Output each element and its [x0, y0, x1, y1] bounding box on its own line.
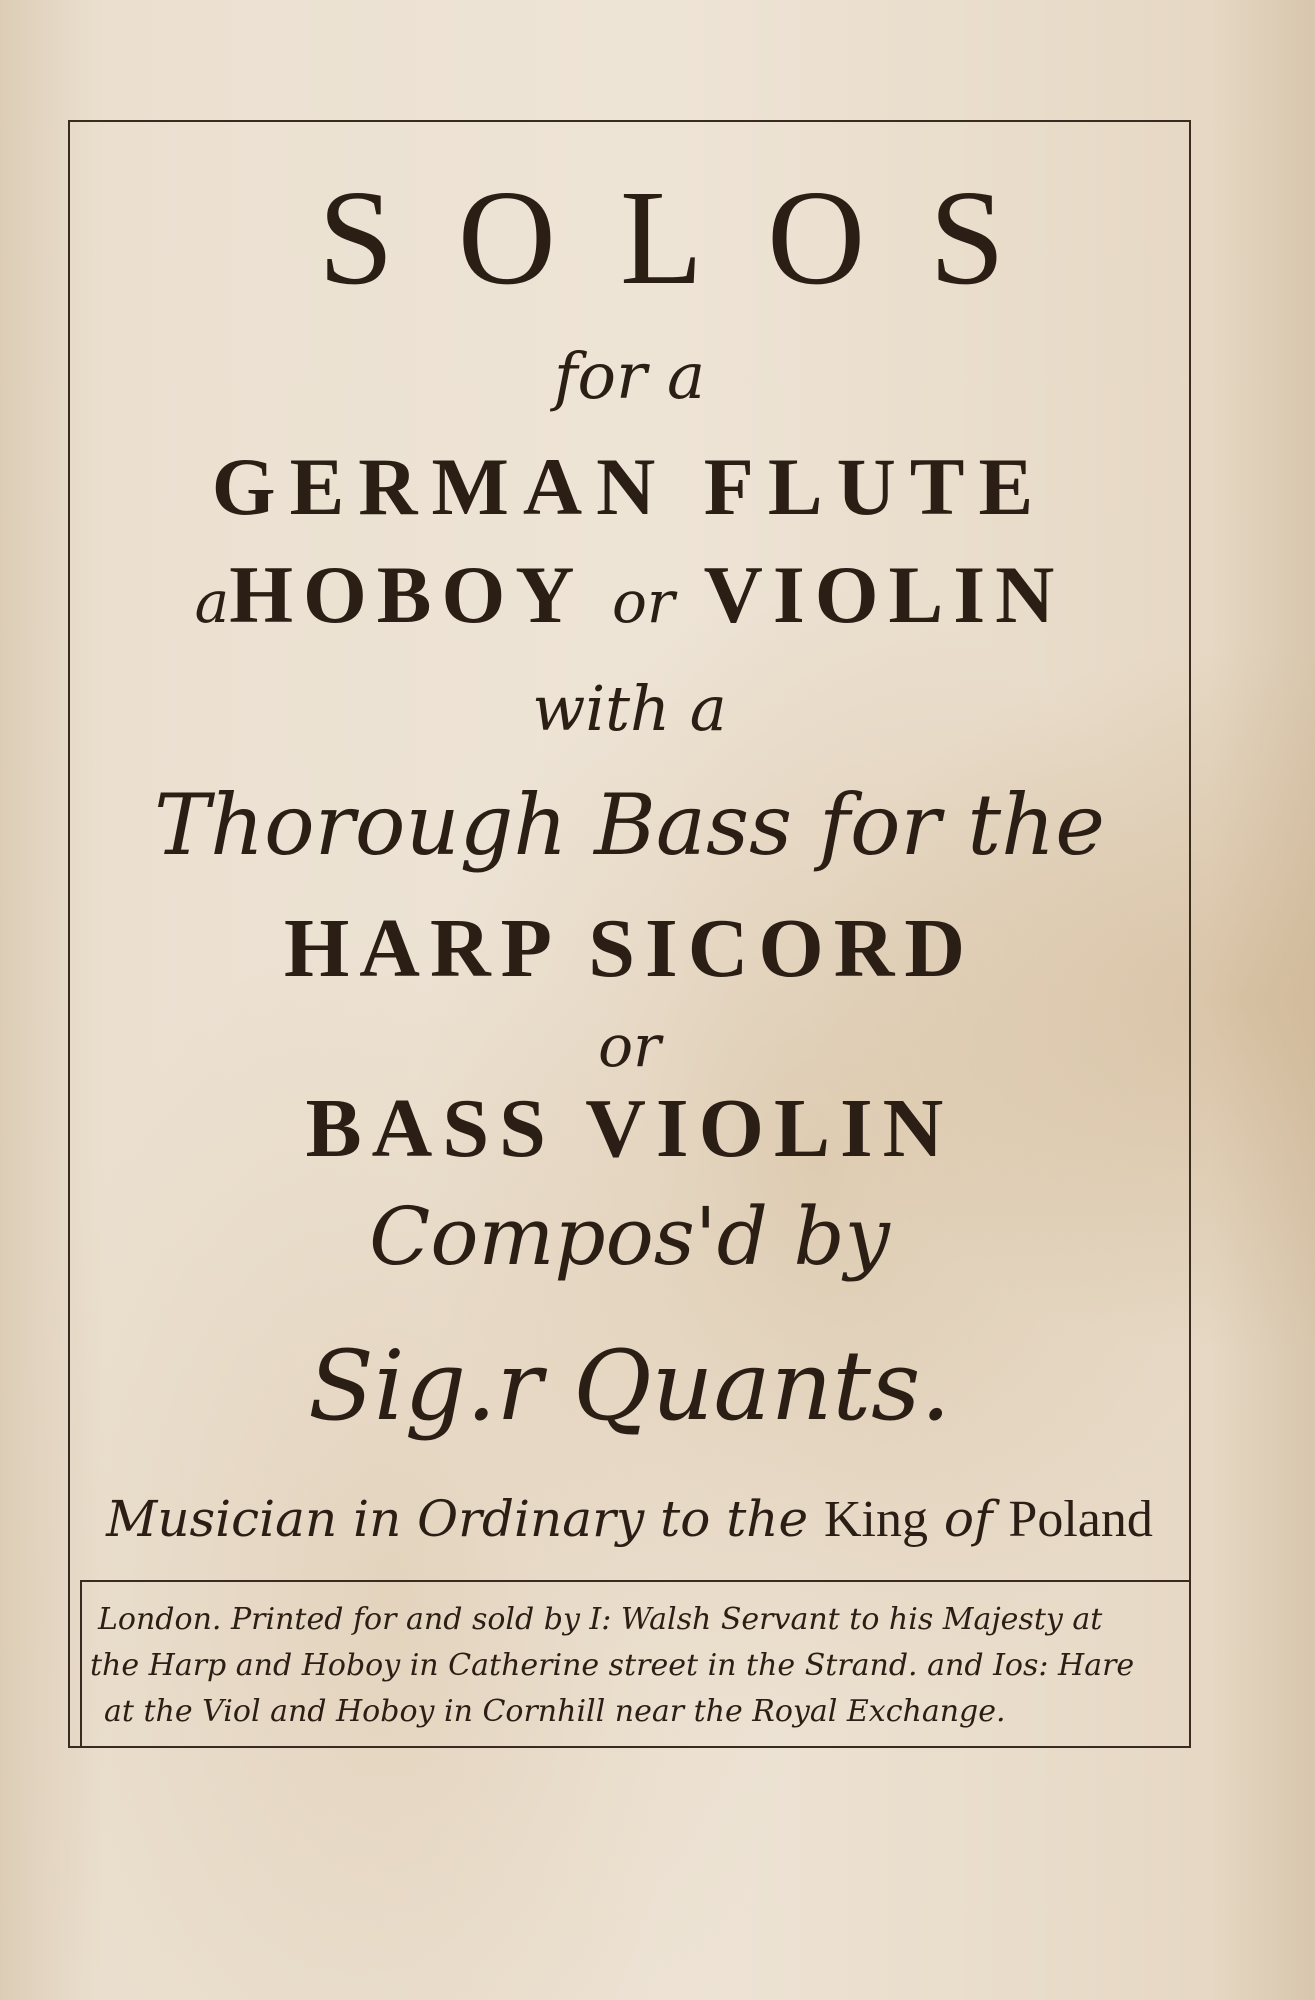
word-of: of	[943, 1490, 993, 1548]
imprint-line-2: the Harp and Hoboy in Catherine street in the Strand. and Ios: Hare	[90, 1648, 1135, 1683]
line-harpsicord: HARP SICORD	[283, 902, 976, 995]
line-composer-name: Sig.r Quants.	[308, 1330, 951, 1442]
word-or: or	[611, 568, 675, 636]
word-a: a	[194, 568, 230, 636]
line-bass-violin: BASS VIOLIN	[305, 1082, 954, 1175]
line-for-a: for a	[553, 340, 706, 414]
musician-prefix: Musician in Ordinary to the	[106, 1490, 809, 1548]
word-king: King	[823, 1491, 928, 1548]
title-solos: SOLOS	[318, 163, 1069, 313]
line-musician	[68, 1490, 1191, 1549]
line-thorough-bass: Thorough Bass for the	[154, 776, 1105, 874]
line-german-flute: GERMAN FLUTE	[211, 441, 1048, 532]
imprint-line-3: at the Viol and Hoboy in Cornhill near the Royal Exchange.	[104, 1694, 1006, 1729]
line-hoboy-violin	[68, 548, 1191, 642]
word-violin: VIOLIN	[703, 549, 1065, 640]
word-poland: Poland	[1008, 1491, 1153, 1548]
imprint-line-1: London. Printed for and sold by I: Walsh Servant to his Majesty at	[98, 1602, 1103, 1637]
line-composed-by: Compos'd by	[369, 1190, 890, 1283]
line-with-a: with a	[532, 672, 727, 745]
line-or: or	[598, 1012, 661, 1080]
word-hoboy: HOBOY	[229, 549, 582, 640]
